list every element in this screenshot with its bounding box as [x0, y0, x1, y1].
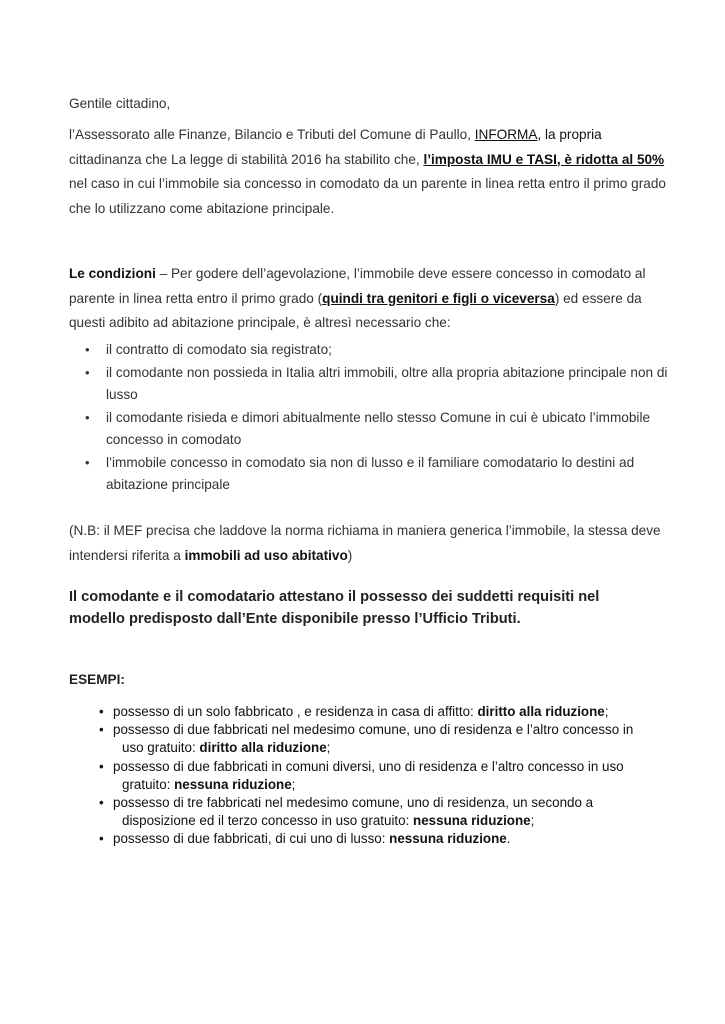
list-item — [96, 703, 656, 721]
note-text-1: (N.B: il MEF precisa che laddove la norma richiama in maniera generica l’immobile, la stessa deve intendersi riferita a — [69, 523, 661, 563]
list-item: • il contratto di comodato sia registrato; — [69, 339, 669, 362]
intro-text-1: l’Assessorato alle Finanze, Bilancio e Tributi del Comune di Paullo, — [69, 127, 475, 142]
example-punct: ; — [530, 813, 535, 829]
example-text-cont: disposizione ed il terzo concesso in uso gratuito: — [122, 813, 414, 829]
note-paragraph — [69, 519, 669, 568]
list-item: • l’immobile concesso in comodato sia non di lusso e il familiare comodatario lo destini ad abitazione principale — [69, 452, 669, 497]
intro-text-4: nel caso in cui l’immobile sia concesso in comodato da un parente in linea retta entro il primo grado che lo utilizzano come abitazione principale. — [69, 176, 666, 216]
intro-paragraph — [69, 123, 669, 221]
example-text: possesso di due fabbricati, di cui uno di lusso: — [113, 831, 390, 847]
list-item — [96, 758, 656, 794]
conditions-paragraph — [69, 262, 669, 336]
attestation-line-2: modello predisposto dall’Ente disponibile presso l’Ufficio Tributi. — [69, 610, 521, 627]
conditions-text-1: – Per godere dell’agevolazione, l’immobile deve essere concesso in comodato al parente in linea retta entro il primo grado ( — [69, 266, 646, 306]
example-text: possesso di due fabbricati nel medesimo comune, uno di residenza e l’altro concesso in — [113, 722, 634, 738]
intro-text-2: , la propria — [537, 127, 602, 142]
conditions-label: Le condizioni — [69, 266, 156, 281]
example-punct: . — [506, 831, 511, 847]
example-text: possesso di tre fabbricati nel medesimo comune, uno di residenza, un secondo a — [113, 795, 594, 811]
example-punct: ; — [291, 776, 296, 792]
note-bold: immobili ad uso abitativo — [184, 547, 348, 563]
greeting: Gentile cittadino, — [69, 96, 171, 111]
list-item — [96, 794, 656, 830]
attestation-heading — [69, 587, 669, 630]
intro-text-3: cittadinanza che La legge di stabilità 2016 ha stabilito che, — [69, 151, 424, 167]
conditions-text-2: ) ed essere da questi adibito ad abitazione principale, è altresì necessario che: — [69, 290, 642, 330]
informa-text: INFORMA — [474, 127, 538, 142]
example-punct: ; — [326, 740, 331, 756]
example-text: possesso di un solo fabbricato , e residenza in casa di affitto: — [113, 704, 478, 719]
list-item: • il comodante non possieda in Italia altri immobili, oltre alla propria abitazione principale non di lusso — [69, 362, 669, 407]
note-text-2: ) — [347, 547, 353, 563]
list-item — [96, 830, 656, 848]
example-result: nessuna riduzione — [413, 813, 531, 829]
example-text-cont: gratuito: — [122, 776, 175, 792]
list-item: • il comodante risieda e dimori abitualmente nello stesso Comune in cui è ubicato l’immobile concesso in comodato — [69, 407, 669, 452]
reduction-highlight: l’imposta IMU e TASI, è ridotta al 50% — [423, 151, 665, 167]
attestation-line-1: Il comodante e il comodatario attestano il possesso dei suddetti requisiti nel — [69, 589, 600, 605]
conditions-list — [69, 339, 669, 497]
example-result: nessuna riduzione — [174, 776, 292, 792]
example-result: diritto alla riduzione — [199, 740, 327, 756]
example-result: diritto alla riduzione — [477, 704, 605, 719]
examples-title: ESEMPI: — [69, 672, 125, 687]
list-item — [96, 721, 656, 757]
examples-list — [96, 703, 656, 849]
example-text: possesso di due fabbricati in comuni diversi, uno di residenza e l’altro concesso in uso — [113, 758, 624, 774]
conditions-highlight: quindi tra genitori e figli o viceversa — [322, 290, 555, 306]
example-punct: ; — [604, 704, 609, 719]
example-text-cont: uso gratuito: — [122, 740, 200, 756]
example-result: nessuna riduzione — [389, 831, 507, 847]
